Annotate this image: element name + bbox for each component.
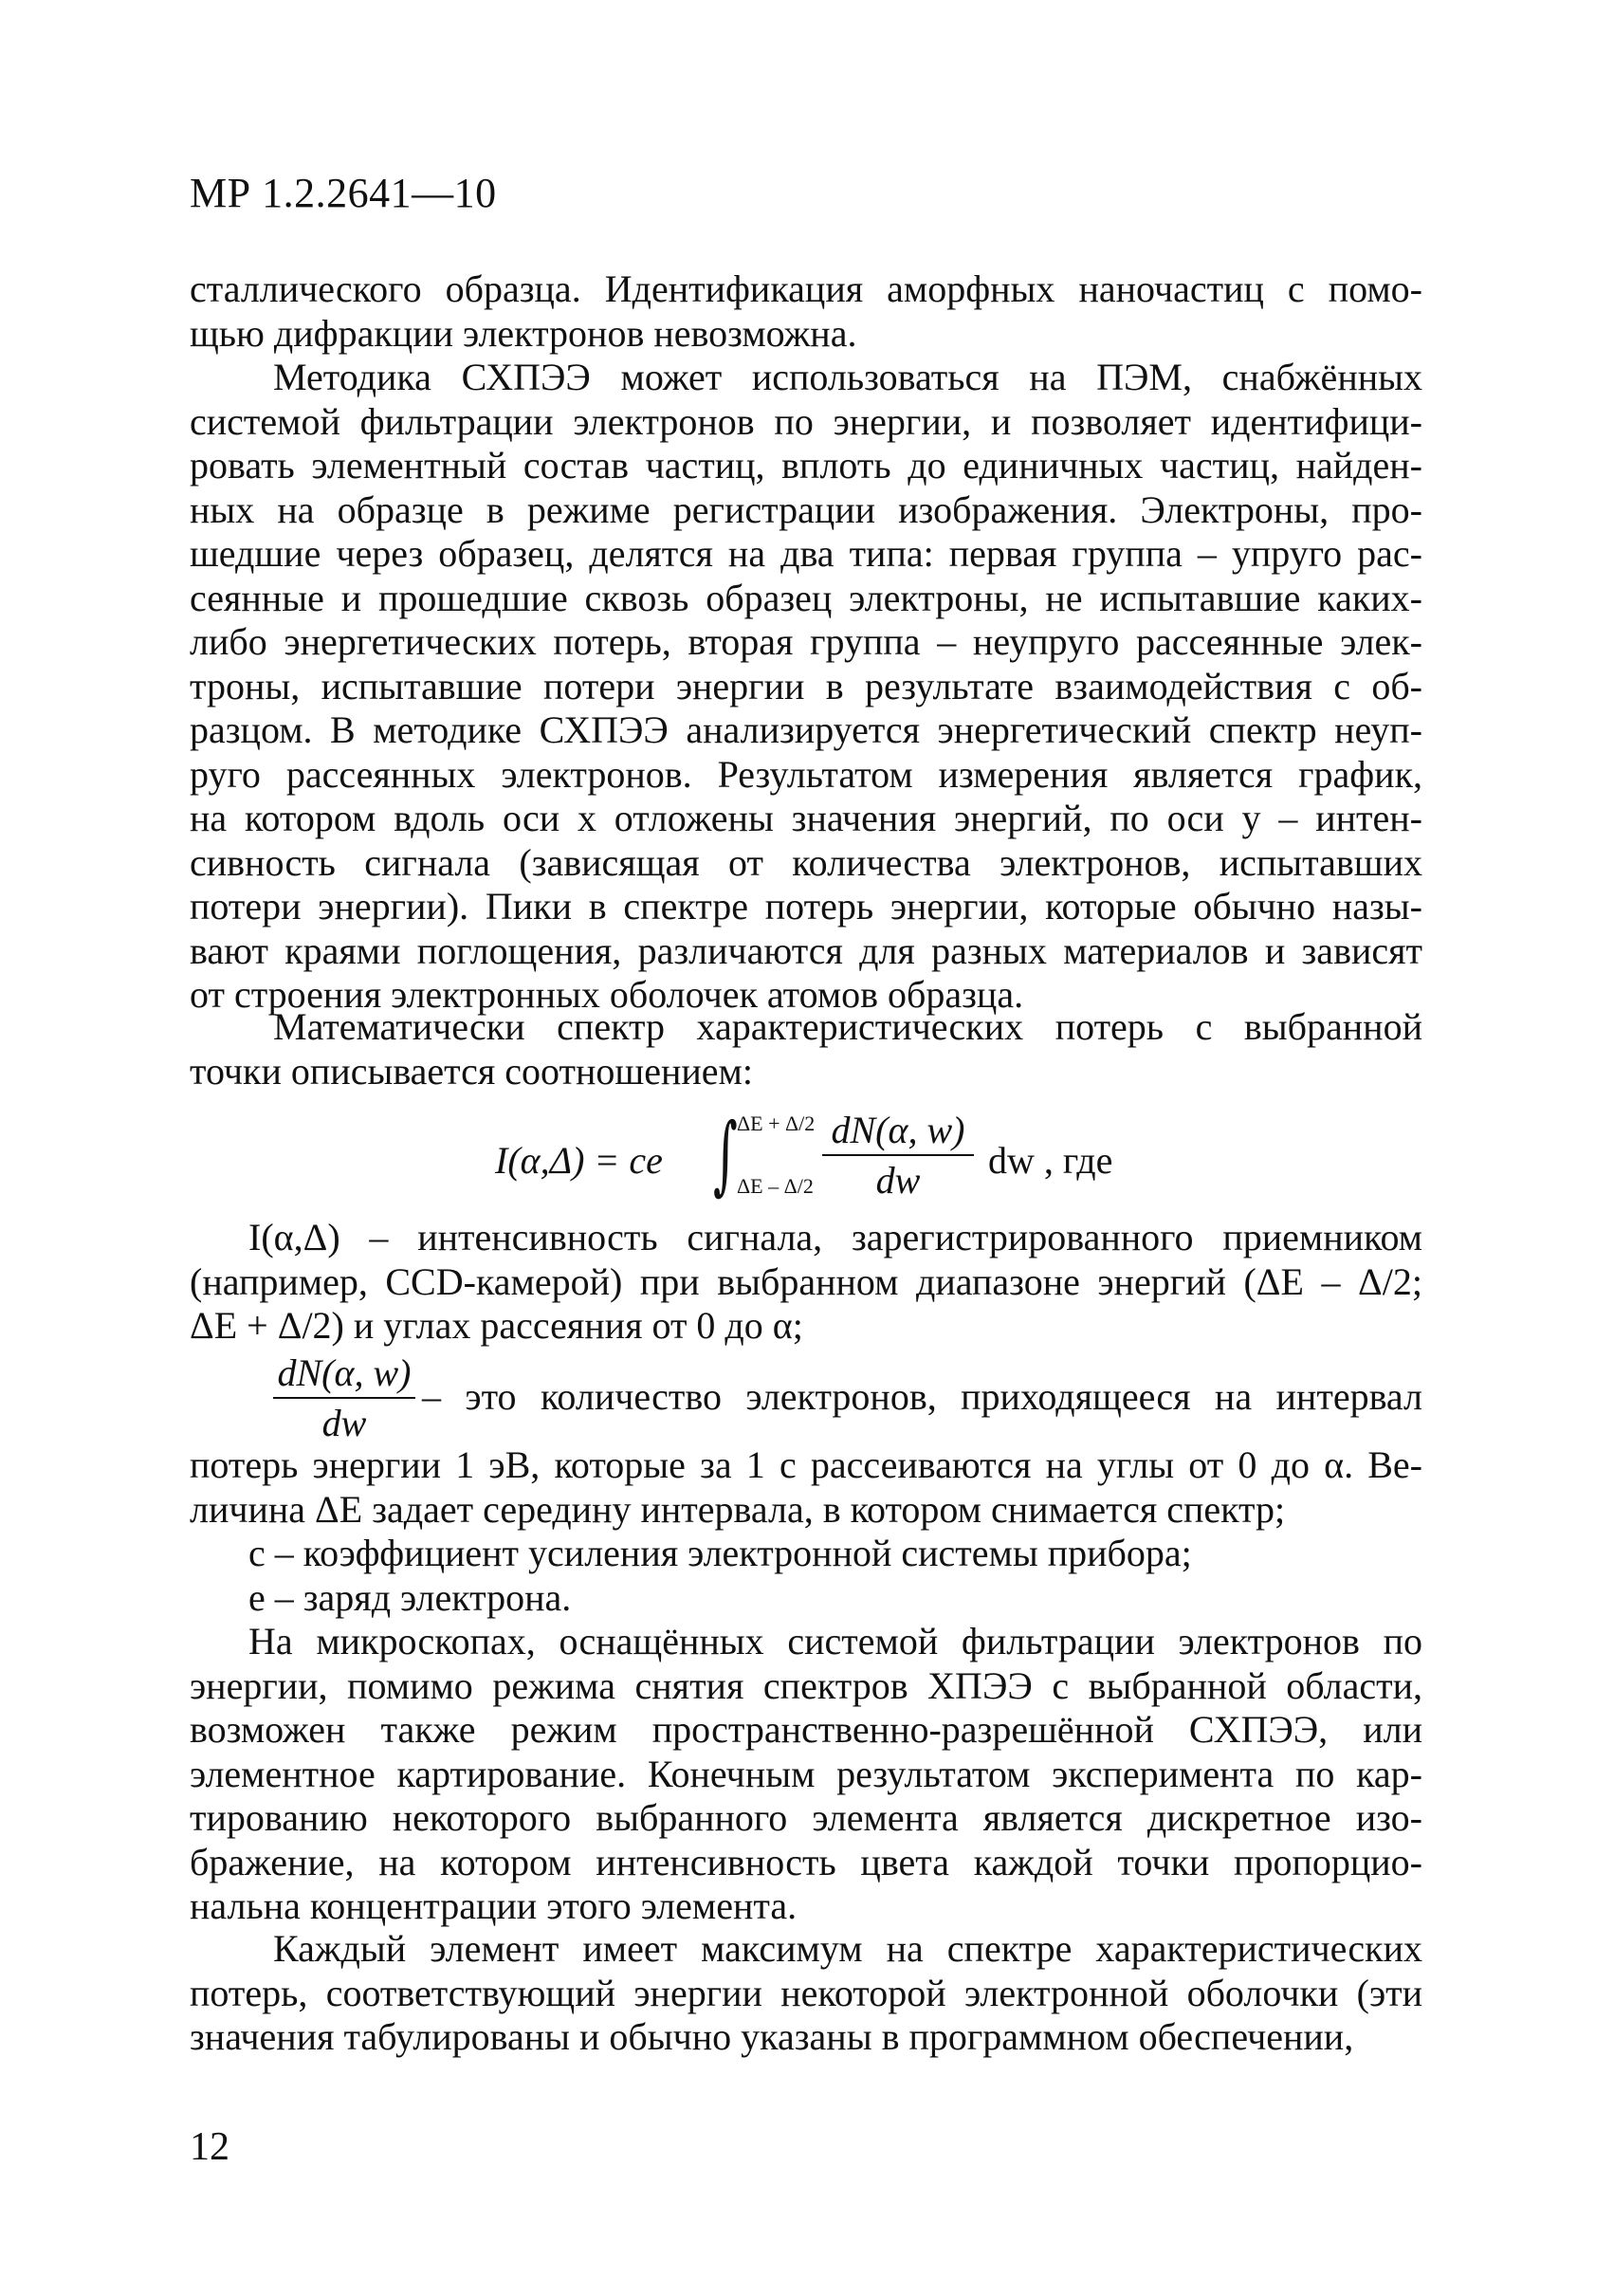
text-line: точки описывается соотношением: bbox=[190, 1049, 753, 1093]
paragraph bbox=[190, 356, 1422, 1018]
formula-lhs: I(α,Δ) = ce bbox=[495, 1139, 663, 1182]
text-line: нальна концентрации этого элемента. bbox=[190, 1884, 798, 1927]
text-line: – это количество электронов, приходящееся на интервал bbox=[422, 1375, 1422, 1418]
text-line: разцом. В методике СХПЭЭ анализируется энергетический спектр неуп- bbox=[190, 708, 1422, 751]
derivative-fraction bbox=[273, 1350, 415, 1445]
text-line: c – коэффициент усиления электронной системы прибора; bbox=[248, 1532, 1192, 1574]
text-line: системой фильтрации электронов по энергии, и позволяет идентифици- bbox=[190, 399, 1422, 443]
text-line: Методика СХПЭЭ может использоваться на ПЭМ, снабжённых bbox=[273, 356, 1422, 398]
upper-limit: ΔE + Δ/2 bbox=[737, 1111, 816, 1135]
fraction-denominator: dw bbox=[875, 1159, 921, 1202]
definition-e bbox=[190, 1576, 1422, 1621]
definition-derivative bbox=[422, 1375, 1422, 1420]
text-line: энергии, помимо режима снятия спектров ХПЭЭ с выбранной области, bbox=[190, 1663, 1422, 1707]
text-line: руго рассеянных электронов. Результатом измерения является график, bbox=[190, 752, 1422, 796]
text-line: Математически спектр характеристических потерь с выбранной bbox=[273, 1005, 1422, 1048]
text-line: На микроскопах, оснащённых системой фильтрации электронов по bbox=[248, 1620, 1422, 1662]
text-line: возможен также режим пространственно-разрешённой СХПЭЭ, или bbox=[190, 1708, 1422, 1751]
text-line: потери энергии). Пики в спектре потерь энергии, которые обычно назы- bbox=[190, 885, 1422, 928]
formula-tail: dw , где bbox=[988, 1139, 1113, 1182]
integral-formula bbox=[495, 1105, 1159, 1212]
text-line: (например, CCD-камерой) при выбранном диапазоне энергий (ΔE – Δ/2; bbox=[190, 1259, 1422, 1303]
text-line: от строения электронных оболочек атомов образца. bbox=[190, 973, 1024, 1016]
fraction-numerator: dN(α, w) bbox=[822, 1108, 974, 1156]
text-line: сталлического образца. Идентификация аморфных наночастиц с помо- bbox=[190, 267, 1422, 310]
text-line: на котором вдоль оси x отложены значения энергий, по оси y – интен- bbox=[190, 797, 1422, 839]
text-line: сивность сигнала (зависящая от количества электронов, испытавших bbox=[190, 840, 1422, 884]
page-number: 12 bbox=[190, 2125, 229, 2169]
paragraph bbox=[190, 1620, 1422, 1929]
text-line: элементное картирование. Конечным результатом эксперимента по кар- bbox=[190, 1752, 1422, 1795]
text-line: потерь энергии 1 эВ, которые за 1 с рассеиваются на углы от 0 до α. Ве- bbox=[190, 1443, 1422, 1486]
text-line: бражение, на котором интенсивность цвета каждой точки пропорцио- bbox=[190, 1840, 1422, 1883]
text-line: троны, испытавшие потери энергии в результате взаимодействия с об- bbox=[190, 664, 1422, 707]
text-line: значения табулированы и обычно указаны в программном обеспечении, bbox=[190, 2015, 1354, 2058]
lower-limit: ΔE – Δ/2 bbox=[737, 1174, 814, 1198]
text-line: тированию некоторого выбранного элемента является дискретное изо- bbox=[190, 1796, 1422, 1839]
text-line: сеянные и прошедшие сквозь образец электроны, не испытавшие каких- bbox=[190, 576, 1422, 619]
text-line: щью дифракции электронов невозможна. bbox=[190, 311, 857, 355]
text-line: ΔE + Δ/2) и углах рассеяния от 0 до α; bbox=[190, 1304, 803, 1347]
definition-intensity bbox=[190, 1216, 1422, 1349]
text-line: потерь, соответствующий энергии некоторой электронной оболочки (эти bbox=[190, 1971, 1422, 2014]
text-line: либо энергетических потерь, вторая группа – неупруго рассеянные элек- bbox=[190, 620, 1422, 663]
definition-derivative-cont bbox=[190, 1443, 1422, 1532]
paragraph bbox=[190, 267, 1422, 356]
text-line: ных на образце в режиме регистрации изображения. Электроны, про- bbox=[190, 487, 1422, 531]
text-line: вают краями поглощения, различаются для разных материалов и зависят bbox=[190, 928, 1422, 972]
text-line: Каждый элемент имеет максимум на спектре характеристических bbox=[273, 1927, 1422, 1970]
integral-sign-icon: ∫ bbox=[713, 1105, 738, 1204]
paragraph bbox=[190, 1005, 1422, 1093]
document-number: МР 1.2.2641—10 bbox=[190, 170, 497, 216]
definition-c bbox=[190, 1532, 1422, 1576]
text-line: шедшие через образец, делятся на два типа: первая группа – упруго рас- bbox=[190, 532, 1422, 575]
paragraph bbox=[190, 1927, 1422, 2060]
text-line: личина ΔE задает середину интервала, в котором снимается спектр; bbox=[190, 1487, 1286, 1531]
text-line: ровать элементный состав частиц, вплоть до единичных частиц, найден- bbox=[190, 444, 1422, 487]
text-line: e – заряд электрона. bbox=[248, 1576, 572, 1619]
text-line: I(α,Δ) – интенсивность сигнала, зарегистрированного приемником bbox=[248, 1216, 1422, 1258]
fraction-numerator: dN(α, w) bbox=[273, 1350, 415, 1399]
fraction-denominator: dw bbox=[321, 1402, 367, 1444]
formula-fraction bbox=[822, 1108, 974, 1203]
